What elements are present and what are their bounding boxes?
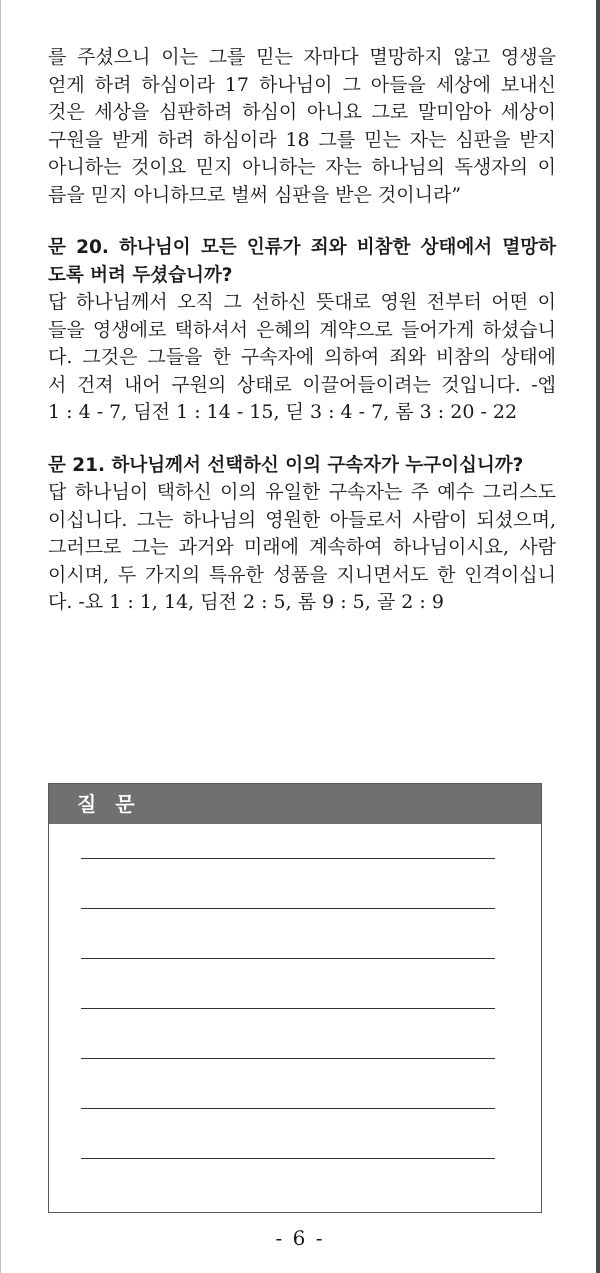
question-21-block: [48, 452, 556, 617]
answer-line: 이시며, 두 가지의 특유한 성품을 지니면서도 한 인격이십니: [48, 563, 556, 586]
question-line: 문 21. 하나님께서 선택하신 이의 구속자가 누구이십니까?: [48, 454, 524, 476]
answer-line: 다. -요 1 : 1, 14, 딤전 2 : 5, 롬 9 : 5, 골 2 : 9: [48, 591, 444, 613]
page-number: - 6 -: [275, 1226, 325, 1250]
question-21: [48, 452, 556, 480]
answer-line: 답 하나님께서 오직 그 선하신 뜻대로 영원 전부터 어떤 이: [48, 291, 556, 313]
answer-line: 1 : 4 - 7, 딤전 1 : 14 - 15, 딛 3 : 4 - 7, 롬 3 : 20 - 22: [48, 401, 518, 423]
answer-line: 이십니다. 그는 하나님의 영원한 아들로서 사람이 되셨으며,: [48, 508, 556, 531]
note-writing-line[interactable]: [81, 1108, 495, 1109]
note-writing-line[interactable]: [81, 1008, 495, 1009]
question-20-block: [48, 234, 556, 427]
scripture-continuation: [48, 44, 556, 209]
answer-line: 답 하나님이 택하신 이의 유일한 구속자는 주 예수 그리스도: [48, 481, 556, 503]
notes-box: [48, 783, 542, 1213]
note-writing-line[interactable]: [81, 908, 495, 909]
page-frame-right: [596, 0, 600, 1273]
page-frame-left: [0, 0, 1, 1273]
note-writing-line[interactable]: [81, 1058, 495, 1059]
intro-line: 얻게 하려 하심이라 17 하나님이 그 아들을 세상에 보내신: [48, 73, 556, 96]
intro-line: 름을 믿지 아니하므로 벌써 심판을 받은 것이니라”: [48, 183, 462, 206]
question-line: 도록 버려 두셨습니까?: [48, 264, 233, 286]
answer-21: [48, 479, 556, 617]
question-line: 문 20. 하나님이 모든 인류가 죄와 비참한 상태에서 멸망하: [48, 237, 556, 258]
answer-line: 그러므로 그는 과거와 미래에 계속하여 하나님이시요, 사람: [48, 536, 556, 558]
notes-header: 질 문: [49, 784, 541, 824]
question-20: [48, 234, 556, 289]
answer-line: 다. 그것은 그들을 한 구속자에 의하여 죄와 비참의 상태에: [48, 346, 556, 368]
answer-20: [48, 289, 556, 427]
note-writing-line[interactable]: [81, 958, 495, 959]
intro-line: 구원을 받게 하려 하심이라 18 그를 믿는 자는 심판을 받지: [48, 128, 556, 151]
page-content: [48, 44, 556, 617]
intro-line: 아니하는 것이요 믿지 아니하는 자는 하나님의 독생자의 이: [48, 156, 556, 178]
note-writing-line[interactable]: [81, 1158, 495, 1159]
answer-line: 서 건져 내어 구원의 상태로 이끌어들이려는 것입니다. -엡: [48, 373, 556, 396]
intro-line: 것은 세상을 심판하려 하심이 아니요 그로 말미암아 세상이: [48, 101, 556, 123]
intro-line: 를 주셨으니 이는 그를 믿는 자마다 멸망하지 않고 영생을: [48, 46, 556, 68]
note-writing-line[interactable]: [81, 858, 495, 859]
answer-line: 들을 영생에로 택하셔서 은혜의 계약으로 들어가게 하셨습니: [48, 318, 556, 341]
